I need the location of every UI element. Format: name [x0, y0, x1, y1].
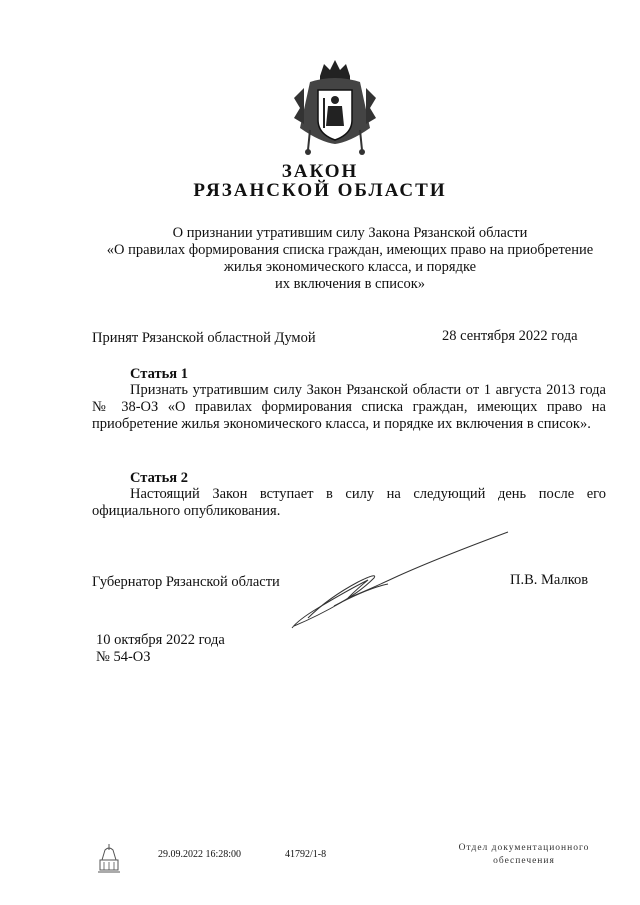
footer-reg-number: 41792/1-8 [285, 849, 327, 860]
adopted-by: Принят Рязанской областной Думой [92, 330, 316, 346]
law-number: № 54-ОЗ [96, 649, 151, 665]
article-2-text: Настоящий Закон вступает в силу на следующий день после его официального опубликования. [92, 486, 606, 519]
dept-stamp-line-1: Отдел документационного [458, 843, 590, 853]
subject-line-4: их включения в список» [275, 276, 425, 292]
signing-date: 10 октября 2022 года [96, 632, 225, 648]
subject-line-2: «О правилах формирования списка граждан, имеющих право на приобретение [106, 242, 594, 258]
governor-name: П.В. Малков [510, 572, 589, 588]
article-1-title: Статья 1 [130, 366, 188, 382]
handwritten-signature [288, 528, 518, 638]
region-heading: РЯЗАНСКОЙ ОБЛАСТИ [193, 180, 447, 201]
law-heading: ЗАКОН [281, 161, 359, 182]
subject-line-1: О признании утратившим силу Закона Рязанской области [172, 225, 528, 241]
subject-line-3: жилья экономического класса, и порядке [223, 259, 477, 275]
article-2-title: Статья 2 [130, 470, 188, 486]
dept-stamp-line-2: обеспечения [493, 856, 555, 866]
duma-logo-icon [96, 842, 122, 876]
adoption-date: 28 сентября 2022 года [442, 328, 578, 344]
article-1-text: Признать утратившим силу Закон Рязанской области от 1 августа 2013 года № 38-ОЗ «О правилах формирования списка граждан, имеющих право на приобретение жилья экономического класса, и порядке их включения в список». [92, 382, 606, 432]
footer-timestamp: 29.09.2022 16:28:00 [158, 849, 242, 860]
governor-position: Губернатор Рязанской области [92, 574, 280, 590]
coat-of-arms-emblem [290, 58, 380, 158]
